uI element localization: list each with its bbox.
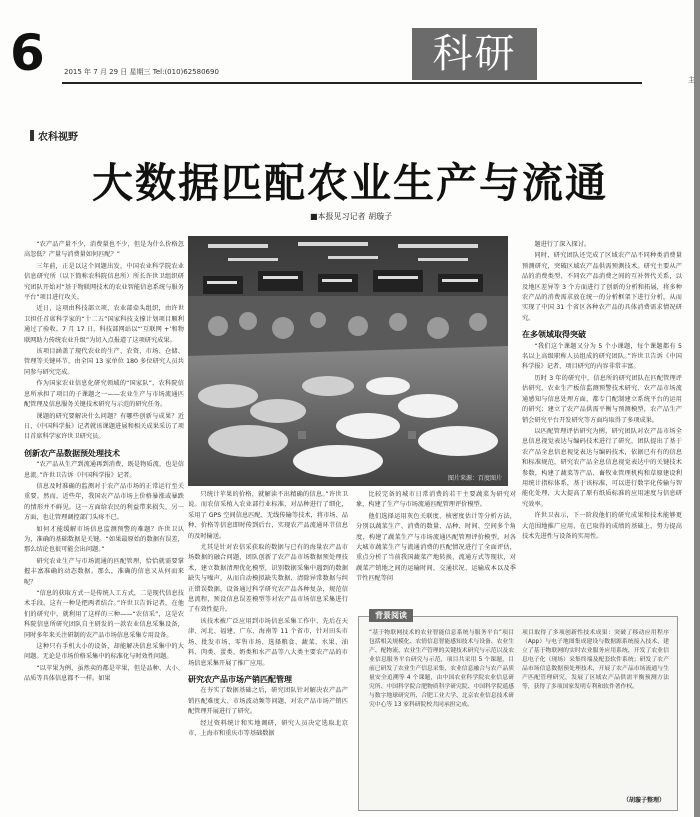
paragraph: 比较完备的城市日常消费的若干主要蔬菜为研究对象，构建了生产与市场流通匹配管理评价模型。	[356, 491, 516, 509]
supermarket-image	[188, 236, 508, 486]
paragraph: 近日，这项由科技部立项、农业部牵头组织，由许世卫担任首席科学家的“十二五”国家科技支撑计划项目顺利通过了验收。7 月 17 日，科技部网站以“‘互联网 +’和物联网助力传统农业升级”为切入点报道了这项研究成果。	[24, 305, 184, 344]
paragraph: 研究农业生产与市场流通的匹配管理，恰恰就需要掌握丰富准确的动态数据。那么，准确的信息又从何而来呢？	[24, 557, 184, 586]
paragraph: 信息及时准确的监测对于农产品市场的正常运行至关重要。然而，近些年，我国农产品市场上价格暴涨或暴跌的情形并不鲜见。这一方面给农民的利益带来损失，另一方面，也让管理调控部门头疼不已。	[24, 482, 184, 522]
paragraph: 以匹配管理评估研究为例，研究团队对农产品市场全息信息视觉表达与编码技术进行了研究，团队提出了基于农产品全息信息视觉表达与编码技术，依据已有有的信息和标准规范，研究农产品全息信息视觉表达中的关键技术参数，构建了蔬菜等产品、畜牧业管理机构和草原建设利用统计指标体系，基于该标准，可以进行数字化传输与智能化处理，大大提高了原有纸质标准的应用速度与信息研究效率。	[522, 427, 682, 508]
paragraph: 许世卫表示，下一阶段他们的研究成果和技术能够更大范围地推广应用，在已取得的成绩的基础上，努力提高技术先进性与设备的实用性。	[522, 512, 682, 540]
paragraph: “我们这个课题又分为 5 个小课题，每个课题都有 5 名以上高级职称人员组成的研究团队。”许世卫告诉《中国科学报》记者，项目研究的内容非常丰富。	[522, 342, 682, 371]
paragraph: “信息的获取方式一是传统人工方式，二是现代信息技术手段，这有一种是把两者结合。”许世卫告诉记者，在他们的研究中，就利用了这样的三种——“农信采”，这是农科院信息所研究团队自主研发的一款农业信息采集设备，同时多年来关注研制的农产品市场信息采集专用设备。	[24, 590, 184, 639]
article-column-4	[522, 240, 682, 610]
paragraph: 他们选择运用灰色关联度、核密度估计等分析方法，分别以蔬菜生产、消费的数量、品种、时间、空间多个角度，构建了蔬菜生产与市场流通匹配管理评价模型。对各大城市蔬菜生产与流通消费的匹配情况进行了全面评估，重点分析了当前我国蔬菜产地转换、流通方式等现状，对蔬菜产销地之间的运输时间、交通状况、运输成本以及季节性匹配等问	[356, 512, 516, 583]
article-column-3	[356, 490, 516, 610]
background-reading-box	[358, 611, 678, 811]
paragraph: “以苹果为例，虽然卖的都是苹果，但是品种、大小、品质等具体信息都不一样。如果	[24, 664, 184, 683]
paragraph: 该技术被广泛应用到市场信息采集工作中，先后在天津、河北、福建、广东、海南等 11 个省市，针对田头市场、批发市场、零售市场、选择粮食、蔬菜、水果、油料、肉类、蛋类、奶类和水产品等八大类主要农产品的市场信息采集开展了推广应用。	[188, 617, 348, 667]
subheading: 研究农产品市场产销匹配管理	[188, 674, 292, 684]
paragraph: “农产品从生产到流通再到消费，既是物质流，也是信息流。”许世卫告诉《中国科学报》记者。	[24, 461, 184, 479]
paragraph: 尤其是针对农信采获取的数据与已有的海量农产品市场数据的融合问题，团队创新了农产品市场数据预处理技术，建立数据清理优化模型，识别数据采集中遇到的数据缺失与噪声，从而自动模拟缺失数据、清除异常数据与纠正错误数据，设备通过科学研究农产品各种复杂，规范信息流程，预设信息误差模型等对农产品市场信息采集进行了有效性提升。	[188, 544, 348, 614]
header-rule	[62, 82, 642, 84]
page-number: 6	[10, 24, 45, 82]
paragraph: “农产品产量不少，消费量也不少，但是为什么价格忽高忽低？产量与消费量如何匹配？”	[24, 241, 184, 259]
paragraph: 作为国家农业信息化研究领域的“国家队”，农科院信息所承担了项目的子课题之一——农业生产与市场流通匹配管理及信息服务关键技术研究与示范的研究任务。	[24, 380, 184, 409]
column-tag-text: 农科视野	[38, 132, 78, 143]
paragraph: 如何才能缓解市场信息监测预警的难题？许世卫认为，准确的基础数据是关键。“如果最原始的数据有误差，那么结论也很可能会出问题。”	[24, 525, 184, 554]
sidebar-text-left: “基于物联网技术的农业智能信息系统与服务平台”项目包括相关规模化、农情信息智能感知技术与设备、农业生产、配物流、农业生产管理的关键技术研究与示范以及农业信息服务平台研究与示范，项目共采用 5 个课题，目前已研发了农业生产信息采集、农业信息融合与农产品质量安全追溯等 4 个课题，由中国农业科学院农业信息研究所、中国科学院合肥物质科学研究院、中国科学院遥感与数字地球研究所、合肥工业大学、北京农业信息技术研究中心等 13 家科研院校共同承担完成。	[369, 630, 514, 708]
article-column-2	[188, 490, 348, 815]
paragraph: 该项目涵盖了现代农业的生产、农资、市场、仓储、管理等关键环节，由全国 13 家单位 180 多位研究人员共同参与研究完成。	[24, 348, 184, 376]
paragraph: 经过资料统计和实地调研，研究人员决定选取北京市、上海市和重庆市等基础数据	[188, 719, 348, 737]
sidebar-title: 背景阅读	[369, 609, 413, 622]
paragraph: 同时，研究团队还完成了区域农产品不同种类消费量预测研究，突破区域农产品供需预测技术。研究主要从产品的消费类型、不同农产品消费之间的互补替代关系，以及地区差异等 3 个方面进行了创新的分析和拓展，将多种农产品的消费需求放在统一的分析框架下进行分析，从而实现了中国 31 个省区各种农产品的具体消费需求情况研究。	[522, 252, 682, 322]
page-edge	[694, 0, 700, 817]
headline: 大数据匹配农业生产与流通	[92, 159, 608, 207]
paragraph: 三年前，正是以这个问题出发，中国农业科学院农业信息研究所（以下简称农科院信息所）所长许世卫组织研究团队开始对“基于物联网技术的农业智能信息系统与服务平台”项目进行攻关。	[24, 262, 184, 302]
photo-caption: 图片来源：百度图片	[447, 475, 502, 482]
page-header	[0, 0, 700, 100]
subheading: 创新农产品数据预处理技术	[24, 448, 120, 458]
column-tag-bar	[30, 130, 34, 141]
byline: ■本报见习记者 胡璇子	[310, 212, 393, 221]
paragraph: 只统计苹果的价格，就解读不出精确的信息。”许世卫说。而农信采植入农业部行业标准，对品种进行了细化，采用了 GPS 空间信息匹配、无线传输等技术，将市场、品种、价格等信息即时传到后台，实现农产品流通环节信息的及时输送。	[188, 491, 348, 540]
column-tag	[30, 128, 78, 143]
section-label: 科研	[412, 28, 537, 80]
market-photo	[188, 236, 508, 486]
paragraph: 题进行了深入探讨。	[534, 241, 591, 248]
next-page-fragment: 主	[688, 76, 695, 84]
paragraph: 课题的研究要解决什么问题？有哪些创新与成果？近日，《中国科学报》记者就该课题进展和相关成果采访了项目首席科学家许世卫研究员。	[24, 412, 184, 441]
article-column-1	[24, 240, 184, 815]
sidebar-text-right: 项目取得了多项创新性技术成果：突破了移动应用程序（App）与电子地图集成建设与数据源系统接入技术，建立了基于物联网的实时农业服务应用系统，开发了农业信息电子化（现场）采集终端及配套软件系统；研发了农产品市场信息数据预处理技术，开展了农产品市场流通与生产匹配管理研究，发展了区域农产品供需平衡预测方法等，获得了多项国家发明专利和软件著作权。	[522, 630, 669, 690]
dateline: 2015 年 7 月 29 日 星期三 Tel:(010)62580690	[64, 68, 219, 76]
paragraph: 历时 3 年的研究中，信息所的研究团队在匹配管理评估研究、农业生产板信监测预警技术研究、农产品市场流通感知与信息处理方面，都专门配制建立系统平台的运用的研究；建立了农产品供需平衡与预测模型，农产品生产销会研究平台开发研究等方面均取得了多项成果。	[522, 374, 682, 424]
subheading: 在多领域取得突破	[522, 330, 586, 340]
sidebar-signature: （胡璇子整理）	[622, 797, 665, 804]
paragraph: 这种只有手机大小的设备，却能解决信息采集中的大问题。无论是市场价格采集中的标准化与时效性问题。	[24, 643, 184, 661]
paragraph: 在夯实了数据基础之后，研究团队针对解决农产品产销匹配难度大、市场波动频等问题，对农产品市场产销匹配管理开展进行了研究。	[188, 687, 348, 716]
